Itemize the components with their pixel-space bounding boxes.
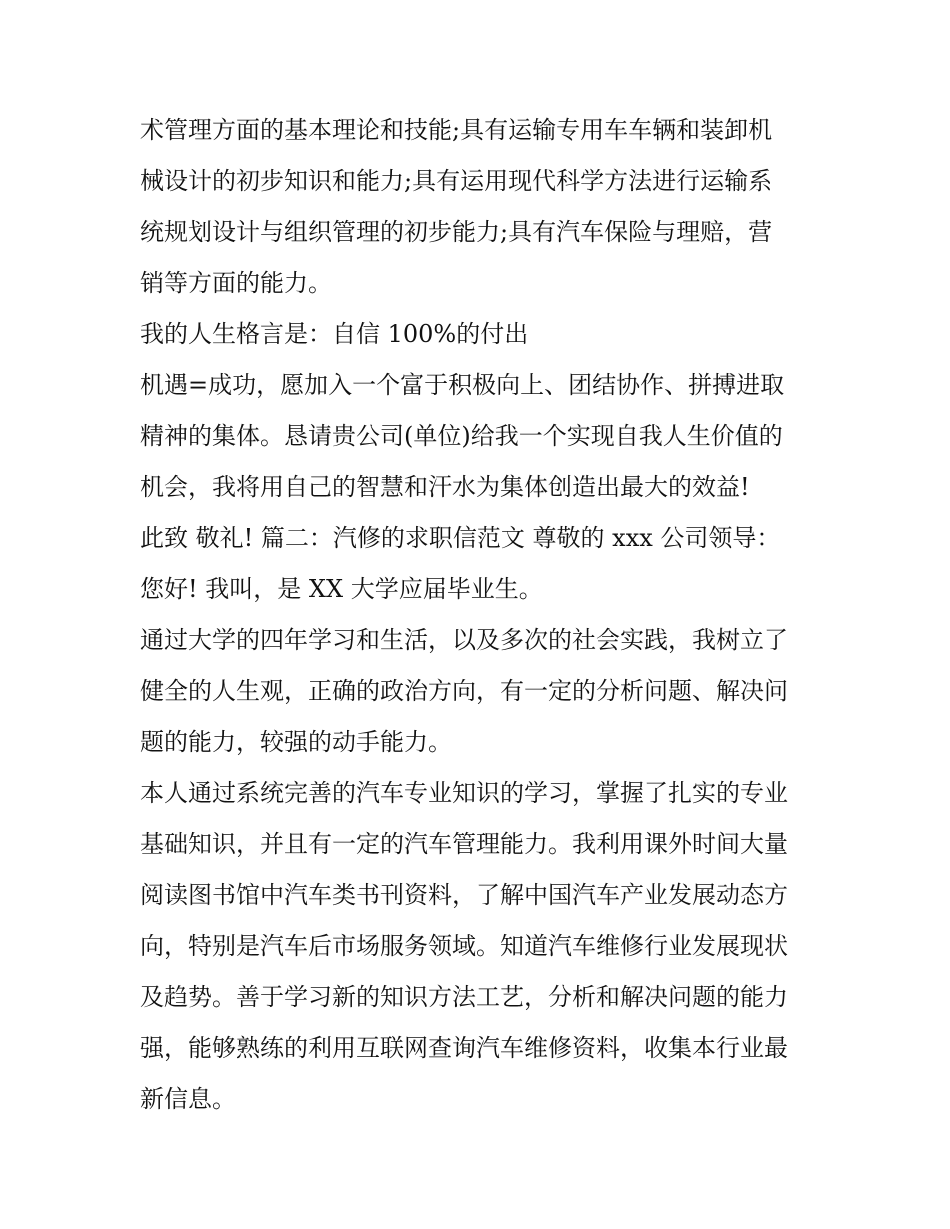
text-line: 本人通过系统完善的汽车专业知识的学习，掌握了扎实的专业	[140, 779, 788, 807]
text-line: 健全的人生观，正确的政治方向，有一定的分析问题、解决问	[140, 677, 788, 705]
text-line: 强，能够熟练的利用互联网查询汽车维修资料，收集本行业最	[140, 1034, 788, 1062]
text-line: 机会，我将用自己的智慧和汗水为集体创造出最大的效益!	[140, 473, 750, 501]
text-line: 通过大学的四年学习和生活，以及多次的社会实践，我树立了	[140, 626, 788, 654]
text-line: 术管理方面的基本理论和技能;具有运输专用车车辆和装卸机	[140, 116, 773, 144]
text-line: 基础知识，并且有一定的汽车管理能力。我利用课外时间大量	[140, 830, 788, 858]
text-line: 统规划设计与组织管理的初步能力;具有汽车保险与理赔，营	[140, 218, 773, 246]
text-line: 机遇=成功，愿加入一个富于积极向上、团结协作、拼搏进取	[140, 371, 785, 399]
text-line: 您好! 我叫，是 XX 大学应届毕业生。	[140, 575, 543, 603]
document-body	[140, 105, 820, 1125]
text-line: 新信息。	[140, 1085, 236, 1113]
text-line: 及趋势。善于学习新的知识方法工艺，分析和解决问题的能力	[140, 983, 788, 1011]
text-line: 我的人生格言是：自信 100%的付出	[140, 320, 529, 348]
text-line: 销等方面的能力。	[140, 269, 332, 297]
text-line: 阅读图书馆中汽车类书刊资料，了解中国汽车产业发展动态方	[140, 881, 788, 909]
text-line: 精神的集体。恳请贵公司(单位)给我一个实现自我人生价值的	[140, 422, 783, 450]
text-line: 械设计的初步知识和能力;具有运用现代科学方法进行运输系	[140, 167, 773, 195]
text-line: 此致 敬礼! 篇二：汽修的求职信范文 尊敬的 xxx 公司领导：	[140, 524, 781, 552]
text-line: 题的能力，较强的动手能力。	[140, 728, 452, 756]
text-line: 向，特别是汽车后市场服务领域。知道汽车维修行业发展现状	[140, 932, 788, 960]
